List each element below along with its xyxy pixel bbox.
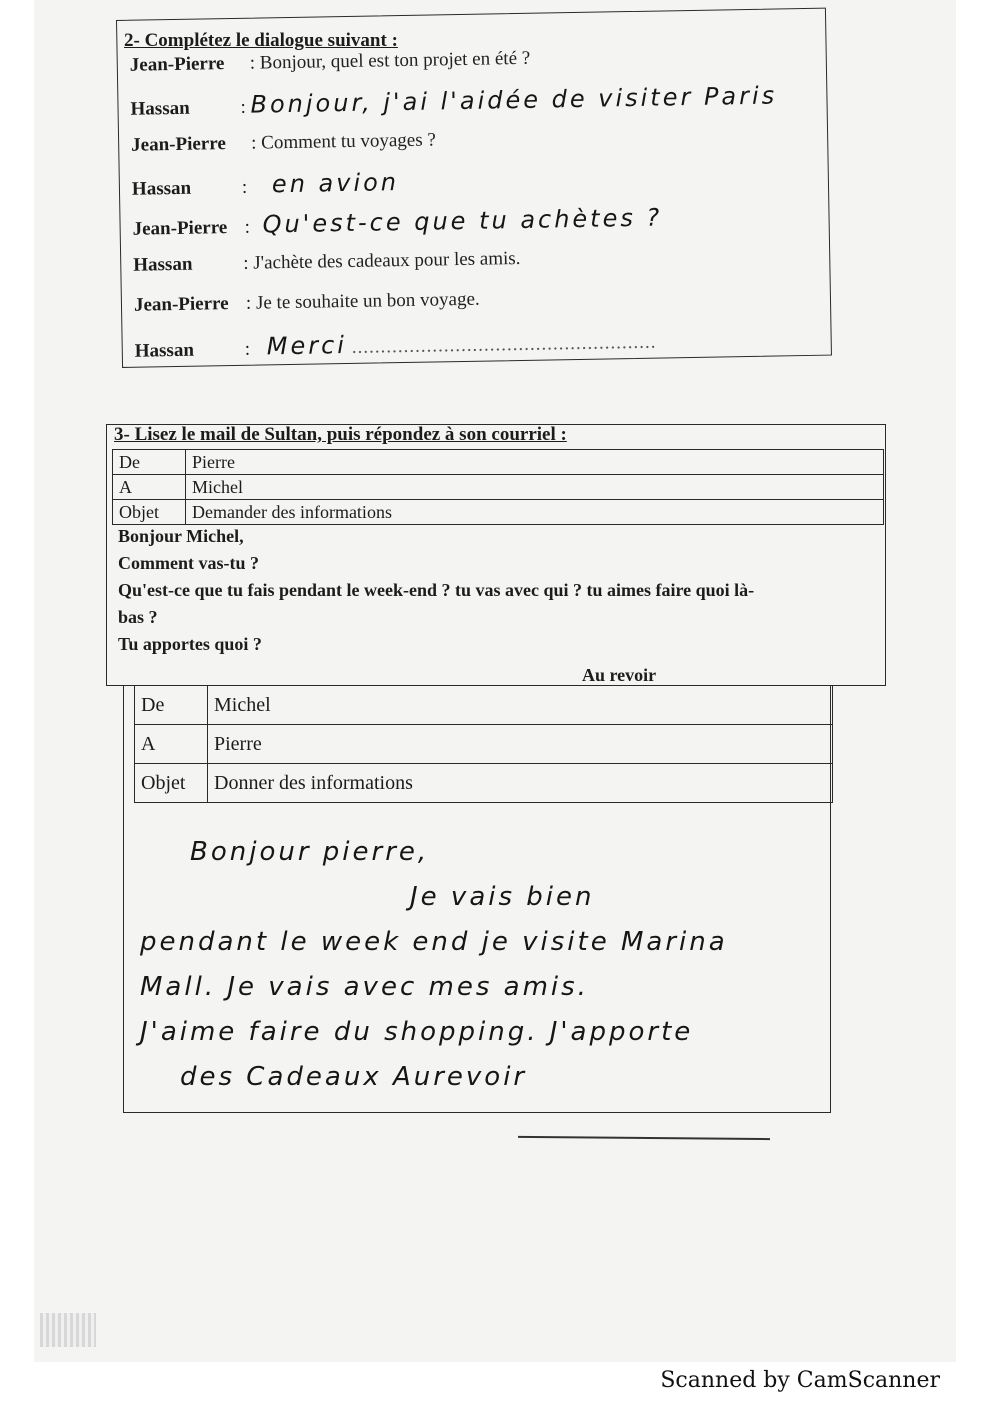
field-value: Michel xyxy=(208,686,833,725)
mail-line: bas ? xyxy=(118,607,158,627)
reply-line: pendant le week end je visite Marina xyxy=(140,927,728,957)
dialogue-line-2: Hassan : Bonjour, j'ai l'aidée de visiter Paris xyxy=(130,81,778,120)
dialogue-line-4: Hassan : en avion xyxy=(131,168,400,200)
mail-1-from-row xyxy=(113,450,884,475)
reply-line: Bonjour pierre, xyxy=(190,837,430,867)
speaker: Jean-Pierre xyxy=(129,53,225,76)
field-value: Michel xyxy=(186,475,884,500)
mail-line: Qu'est-ce que tu fais pendant le week-end ? tu vas avec qui ? tu aimes faire quoi là- xyxy=(118,580,755,600)
scanner-watermark: Scanned by CamScanner xyxy=(660,1368,940,1393)
speaker: Hassan xyxy=(131,177,192,200)
field-value: Demander des informations xyxy=(186,500,884,525)
section2-heading: 2- Complétez le dialogue suivant : xyxy=(124,30,398,51)
handwritten-reply xyxy=(140,830,728,1100)
handwritten-answer: en avion xyxy=(271,168,400,199)
speaker: Hassan xyxy=(134,339,195,362)
speaker: Hassan xyxy=(130,97,190,120)
dialogue-text: Bonjour, quel est ton projet en été ? xyxy=(259,47,531,74)
dialogue-box xyxy=(116,8,832,368)
dialogue-line-8: Hassan : Merci ..................................................... xyxy=(134,331,657,362)
answer-dots: ..................................................... xyxy=(351,331,657,358)
reply-line: Je vais bien xyxy=(410,882,595,912)
reply-line: Mall. Je vais avec mes amis. xyxy=(140,972,589,1002)
field-label: Objet xyxy=(135,764,208,803)
mail-1-header xyxy=(112,449,884,525)
reply-line: J'aime faire du shopping. J'apporte xyxy=(140,1017,694,1047)
handwritten-answer: Qu'est-ce que tu achètes ? xyxy=(262,203,663,239)
mail-2-from-row xyxy=(135,686,833,725)
mail-line: Bonjour Michel, xyxy=(118,526,244,546)
mail-line: Comment vas-tu ? xyxy=(118,553,259,573)
mail-2-to-row xyxy=(135,725,833,764)
speaker: Hassan xyxy=(133,253,193,276)
handwritten-answer: Bonjour, j'ai l'aidée de visiter Paris xyxy=(250,81,778,119)
field-value: Donner des informations xyxy=(208,764,833,803)
dialogue-line-5: Jean-Pierre : Qu'est-ce que tu achètes ? xyxy=(132,203,663,240)
field-label: De xyxy=(135,686,208,725)
mail-1-closing: Au revoir xyxy=(582,665,657,685)
dialogue-line-1: Jean-Pierre : Bonjour, quel est ton projet en été ? xyxy=(129,47,531,76)
mail-1-body xyxy=(118,523,754,658)
field-label: A xyxy=(113,475,186,500)
mail-2-subject-row xyxy=(135,764,833,803)
dialogue-text: Comment tu voyages ? xyxy=(261,129,437,154)
speaker: Jean-Pierre xyxy=(133,293,229,316)
mail-line: Tu apportes quoi ? xyxy=(118,634,262,654)
field-value: Pierre xyxy=(208,725,833,764)
dialogue-text: J'achète des cadeaux pour les amis. xyxy=(253,247,521,274)
speaker: Jean-Pierre xyxy=(131,133,226,156)
section3-heading: 3- Lisez le mail de Sultan, puis répondez à son courriel : xyxy=(114,424,567,445)
field-label: A xyxy=(135,725,208,764)
reply-line: des Cadeaux Aurevoir xyxy=(180,1062,528,1092)
speaker: Jean-Pierre xyxy=(132,217,228,240)
scanner-stamp-icon xyxy=(40,1313,96,1347)
field-label: De xyxy=(113,450,186,475)
dialogue-line-3: Jean-Pierre : Comment tu voyages ? xyxy=(131,129,437,156)
dialogue-line-7: Jean-Pierre : Je te souhaite un bon voyage. xyxy=(133,288,480,316)
field-label: Objet xyxy=(113,500,186,525)
field-value: Pierre xyxy=(186,450,884,475)
mail-1-subject-row xyxy=(113,500,884,525)
mail-2-header xyxy=(134,685,833,803)
handwritten-answer: Merci xyxy=(266,331,348,361)
mail-1-to-row xyxy=(113,475,884,500)
dialogue-line-6: Hassan : J'achète des cadeaux pour les amis. xyxy=(133,247,521,276)
dialogue-text: Je te souhaite un bon voyage. xyxy=(255,288,480,314)
